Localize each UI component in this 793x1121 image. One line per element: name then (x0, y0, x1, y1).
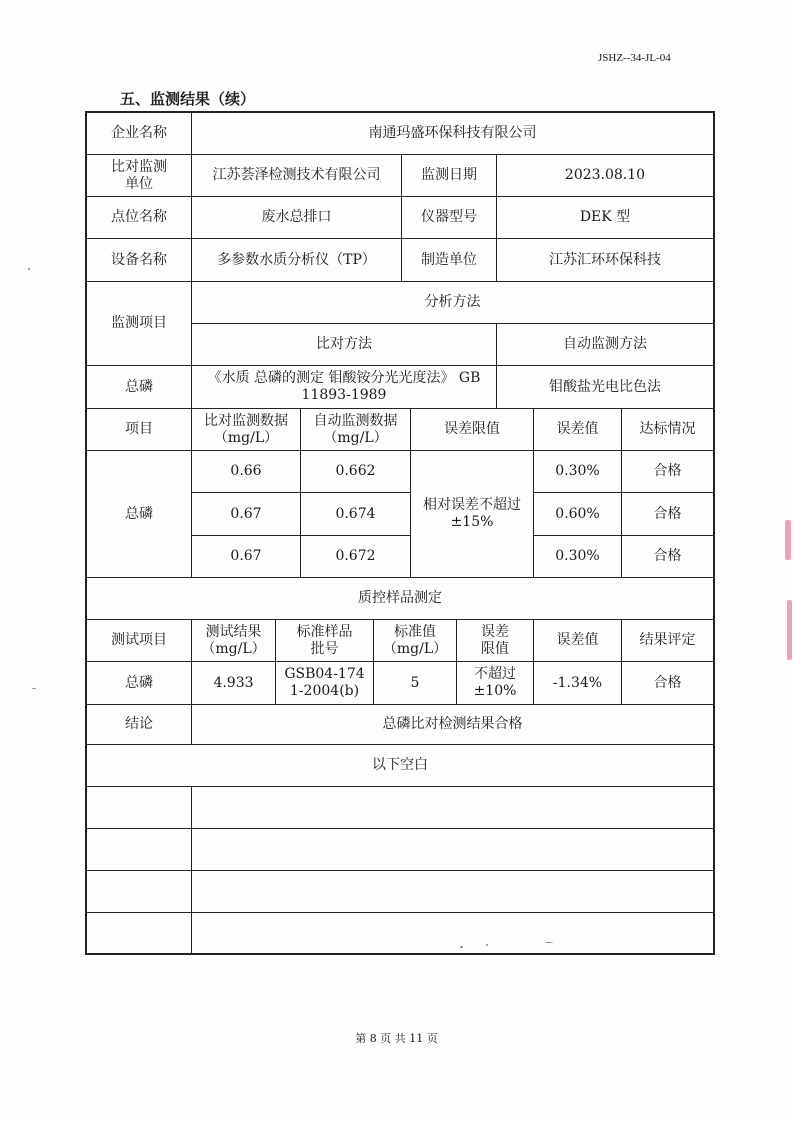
qc-result: 4.933 (191, 661, 276, 705)
qc-item: 总磷 (85, 661, 192, 705)
results-auto-value: 0.674 (300, 492, 411, 536)
compare-unit-label: 比对监测单位 (85, 154, 192, 197)
qc-evaluation: 合格 (621, 661, 715, 705)
point-name-label: 点位名称 (85, 196, 192, 239)
qc-error: -1.34% (533, 661, 622, 705)
results-header-auto: 自动监测数据（mg/L） (300, 408, 411, 451)
results-limit: 相对误差不超过±15% (410, 450, 534, 578)
results-compare-value: 0.67 (191, 492, 301, 536)
results-header-error: 误差值 (533, 408, 622, 451)
document-code: JSHZ--34-JL-04 (598, 52, 671, 64)
results-header-limit: 误差限值 (410, 408, 534, 451)
empty-cell (191, 912, 715, 955)
point-name-value: 废水总排口 (191, 196, 402, 239)
manufacturer-label: 制造单位 (401, 238, 497, 282)
results-item: 总磷 (85, 450, 192, 578)
results-status-value: 合格 (621, 492, 715, 536)
instrument-model-label: 仪器型号 (401, 196, 497, 239)
compare-method-value: 《水质 总磷的测定 钼酸铵分光光度法》 GB 11893-1989 (191, 365, 497, 409)
empty-cell (85, 828, 192, 871)
results-header-compare: 比对监测数据（mg/L） (191, 408, 301, 451)
empty-cell (191, 786, 715, 829)
scan-speck (486, 944, 488, 946)
results-compare-value: 0.66 (191, 450, 301, 493)
results-error-value: 0.30% (533, 450, 622, 493)
empty-cell (191, 870, 715, 913)
qc-header-error: 误差值 (533, 619, 622, 662)
scan-speck (460, 946, 463, 948)
red-seal-edge (785, 520, 791, 560)
compare-unit-value: 江苏荟泽检测技术有限公司 (191, 154, 402, 197)
qc-title: 质控样品测定 (85, 577, 715, 620)
compare-method-header: 比对方法 (191, 323, 497, 366)
conclusion-value: 总磷比对检测结果合格 (191, 704, 715, 745)
qc-standard: 5 (373, 661, 457, 705)
results-auto-value: 0.662 (300, 450, 411, 493)
section-title: 五、监测结果（续） (120, 90, 256, 108)
auto-method-value: 钼酸盐光电比色法 (496, 365, 715, 409)
enterprise-value: 南通玛盛环保科技有限公司 (191, 111, 715, 155)
conclusion-label: 结论 (85, 704, 192, 745)
scan-speck (545, 942, 553, 943)
monitor-date-value: 2023.08.10 (496, 154, 715, 197)
empty-cell (85, 912, 192, 955)
device-name-value: 多参数水质分析仪（TP） (191, 238, 402, 282)
auto-method-header: 自动监测方法 (496, 323, 715, 366)
qc-batch: GSB04-1741-2004(b) (275, 661, 374, 705)
empty-cell (85, 870, 192, 913)
scan-speck (32, 688, 36, 689)
red-seal-edge (787, 600, 792, 660)
qc-header-standard: 标准值（mg/L） (373, 619, 457, 662)
qc-header-batch: 标准样品批号 (275, 619, 374, 662)
qc-header-evaluation: 结果评定 (621, 619, 715, 662)
qc-header-limit: 误差限值 (456, 619, 534, 662)
analysis-method-header: 分析方法 (191, 281, 715, 324)
results-compare-value: 0.67 (191, 535, 301, 578)
monitor-date-label: 监测日期 (401, 154, 497, 197)
qc-limit: 不超过±10% (456, 661, 534, 705)
empty-cell (191, 828, 715, 871)
page-number: 第 8 页 共 11 页 (355, 1032, 438, 1045)
results-error-value: 0.30% (533, 535, 622, 578)
monitor-item-label: 监测项目 (85, 281, 192, 366)
enterprise-label: 企业名称 (85, 111, 192, 155)
qc-header-item: 测试项目 (85, 619, 192, 662)
results-error-value: 0.60% (533, 492, 622, 536)
manufacturer-value: 江苏汇环环保科技 (496, 238, 715, 282)
results-status-value: 合格 (621, 450, 715, 493)
empty-cell (85, 786, 192, 829)
results-auto-value: 0.672 (300, 535, 411, 578)
results-header-item: 项目 (85, 408, 192, 451)
results-status-value: 合格 (621, 535, 715, 578)
method-item: 总磷 (85, 365, 192, 409)
device-name-label: 设备名称 (85, 238, 192, 282)
qc-header-result: 测试结果（mg/L） (191, 619, 276, 662)
blank-note: 以下空白 (85, 744, 715, 787)
scan-speck (28, 268, 30, 270)
results-header-status: 达标情况 (621, 408, 715, 451)
instrument-model-value: DEK 型 (496, 196, 715, 239)
